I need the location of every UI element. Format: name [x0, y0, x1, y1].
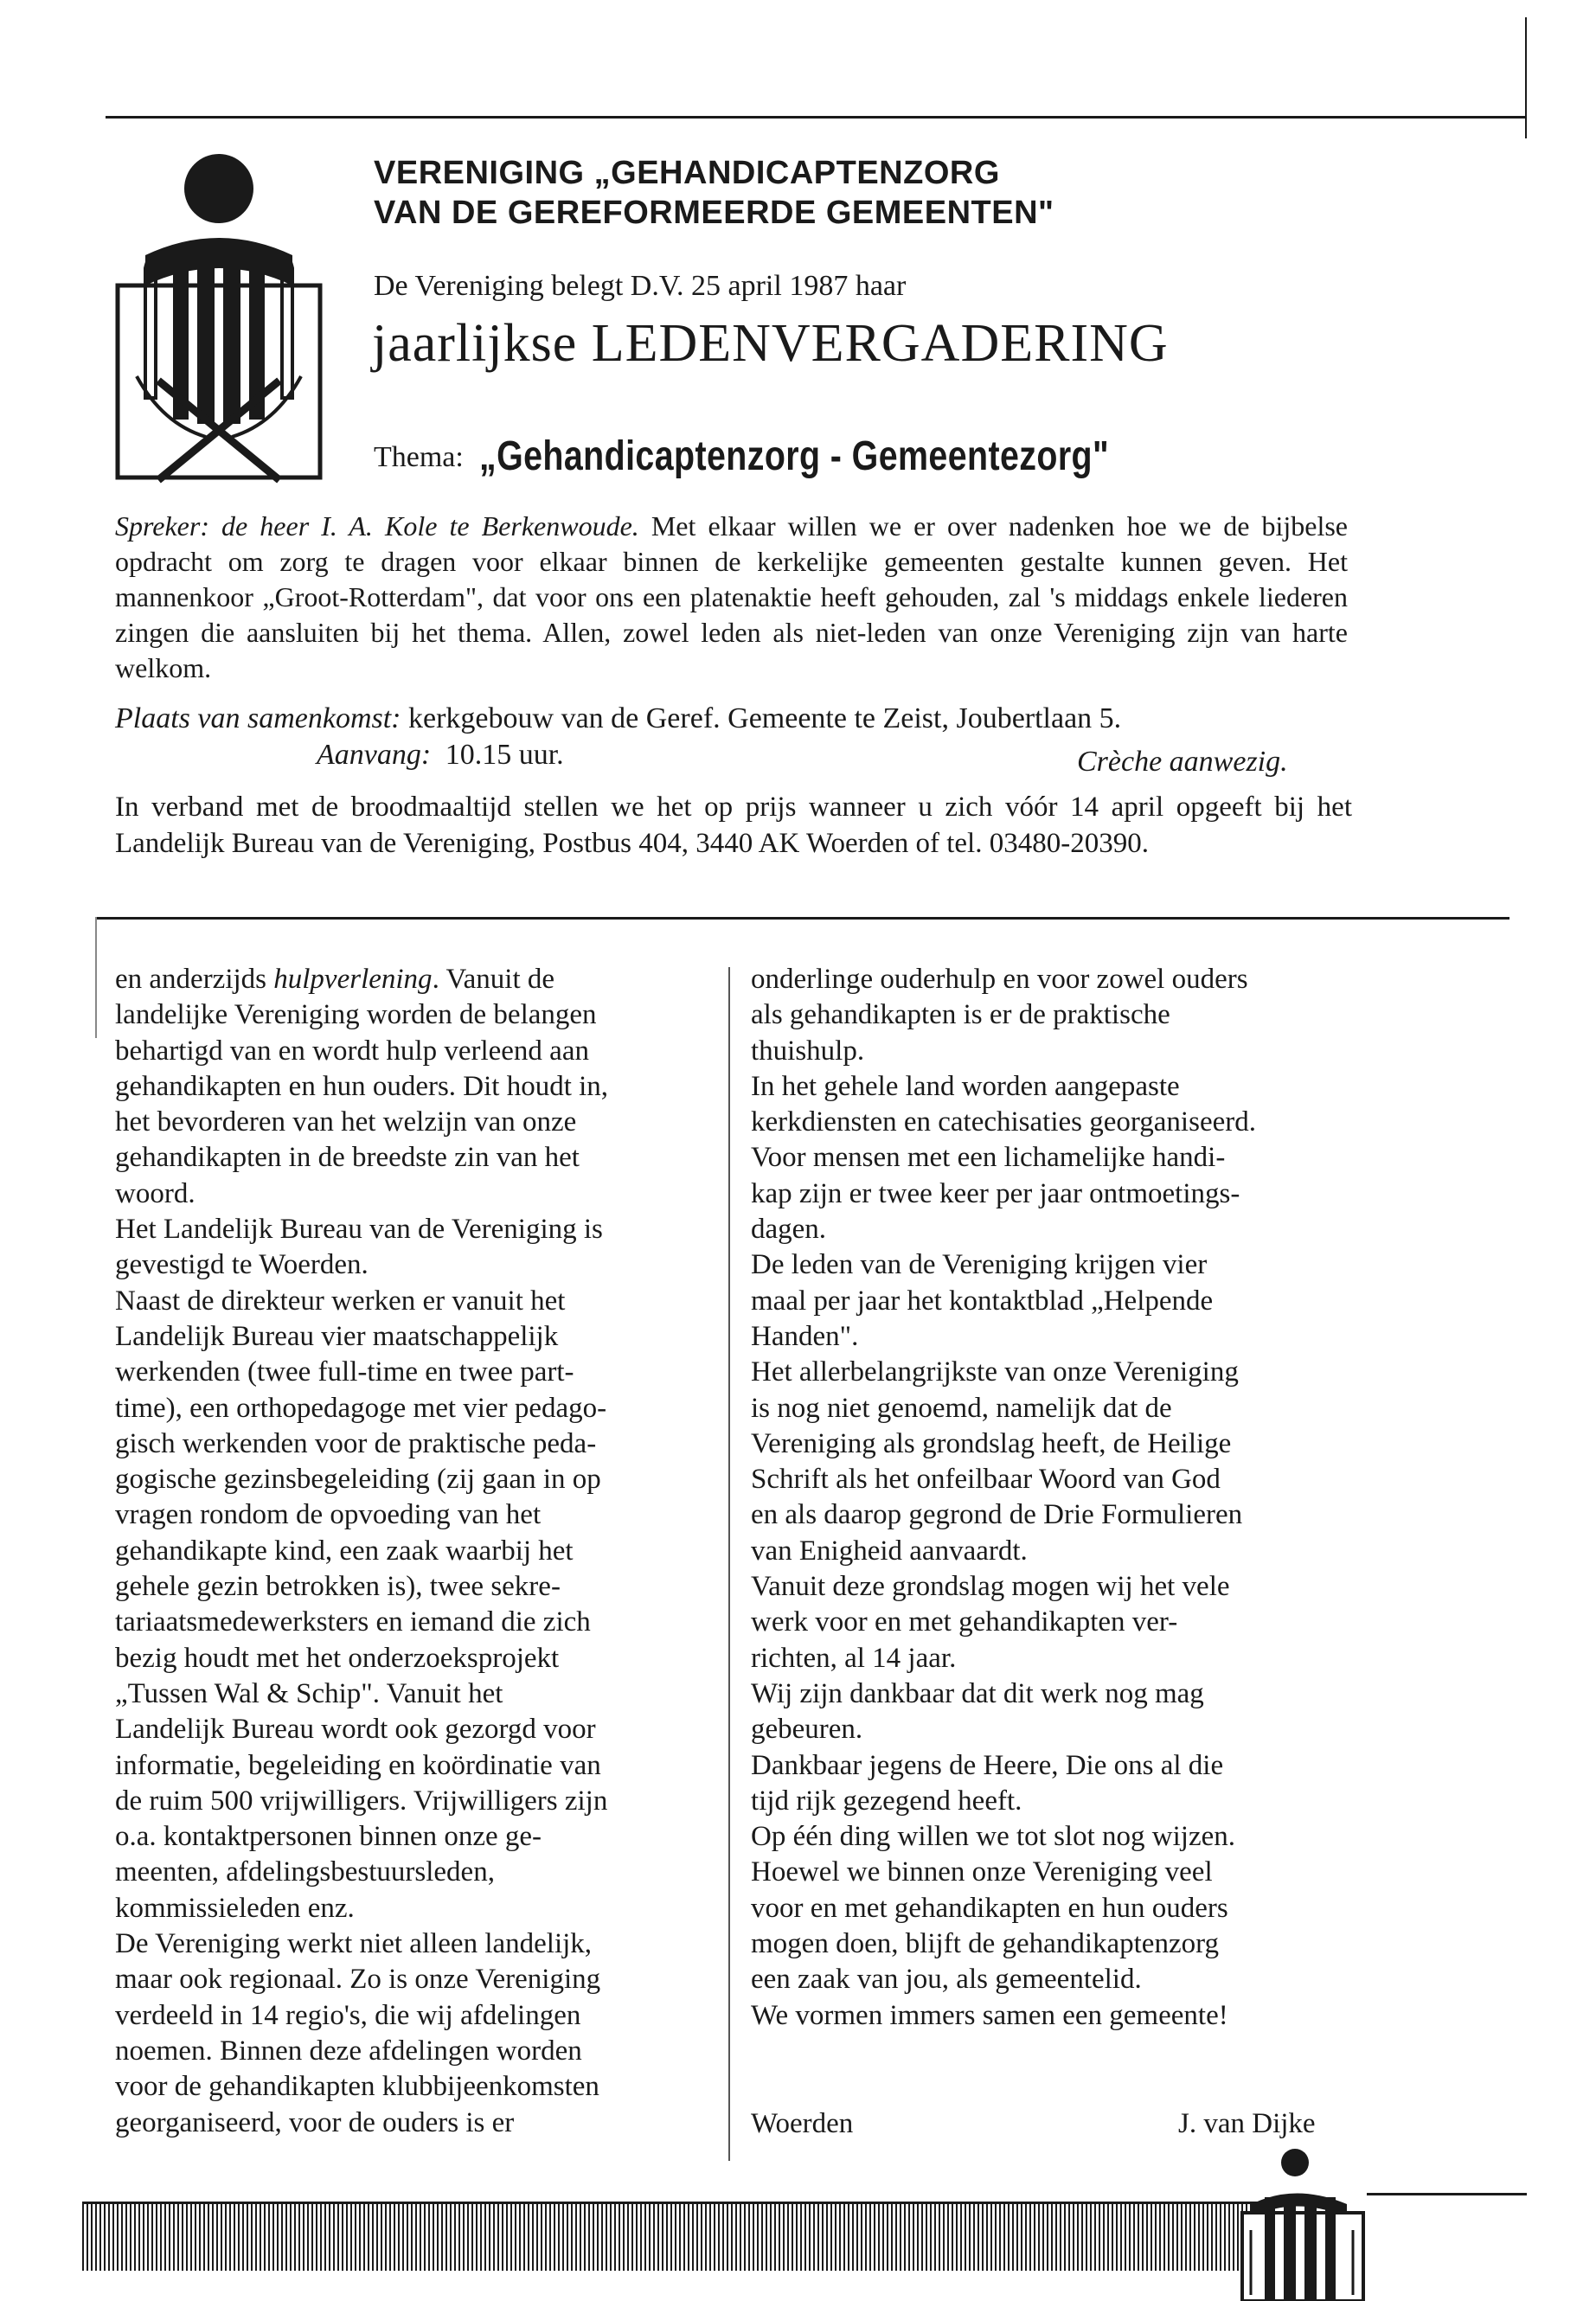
- header-bottom-rule: [95, 917, 1509, 920]
- logo-small-icon: [1239, 2144, 1368, 2301]
- right-column-line: als gehandikapten is er de praktische: [751, 999, 1170, 1031]
- right-column-line: Schrift als het onfeilbaar Woord van God: [751, 1464, 1221, 1496]
- left-column-line: woord.: [115, 1177, 195, 1209]
- right-column-line: is nog niet genoemd, namelijk dat de: [751, 1392, 1172, 1424]
- right-column-line: en als daarop gegrond de Drie Formulieren: [751, 1499, 1243, 1531]
- left-column-line: kommissieleden enz.: [115, 1892, 355, 1924]
- right-column-line: We vormen immers samen een gemeente!: [751, 1999, 1228, 2031]
- theme-label: Thema:: [374, 441, 464, 473]
- right-column-line: Voor mensen met een lichamelijke handi-: [751, 1142, 1226, 1174]
- left-column-line: gehandikapte kind, een zaak waarbij het: [115, 1535, 574, 1567]
- right-column-line: Wij zijn dankbaar dat dit werk nog mag: [751, 1677, 1204, 1709]
- meeting-start: [317, 739, 564, 772]
- place-value: kerkgebouw van de Geref. Gemeente te Zeist, Joubertlaan 5.: [408, 702, 1122, 734]
- left-column-line: Landelijk Bureau vier maatschappelijk: [115, 1320, 559, 1352]
- left-column-line: Naast de direkteur werken er vanuit het: [115, 1285, 566, 1317]
- meeting-title: jaarlijkse LEDENVERGADERING: [372, 314, 1169, 373]
- right-column-line: Hoewel we binnen onze Vereniging veel: [751, 1856, 1213, 1888]
- left-column-line: meenten, afdelingsbestuursleden,: [115, 1856, 495, 1888]
- meeting-intro: De Vereniging belegt D.V. 25 april 1987 haar: [374, 270, 907, 302]
- signature: J. van Dijke: [1178, 2108, 1316, 2139]
- left-column-line: werkenden (twee full-time en twee part-: [115, 1356, 574, 1388]
- left-column-line: gehandikapten in de breedste zin van het: [115, 1142, 580, 1174]
- left-lead: en anderzijds hulpverlening. Vanuit de: [115, 964, 555, 995]
- right-column: [751, 962, 1356, 2034]
- sign-place: Woerden: [751, 2108, 854, 2139]
- right-column-line: onderlinge ouderhulp en voor zowel ouders: [751, 964, 1248, 995]
- left-column-line: gehandikapten en hun ouders. Dit houdt in,: [115, 1070, 609, 1102]
- left-column-line: Landelijk Bureau wordt ook gezorgd voor: [115, 1714, 596, 1746]
- theme-line: [374, 433, 1247, 480]
- left-column-line: informatie, begeleiding en koördinatie van: [115, 1749, 601, 1781]
- right-column-line: mogen doen, blijft de gehandikaptenzorg: [751, 1928, 1219, 1960]
- right-column-line: richten, al 14 jaar.: [751, 1642, 957, 1674]
- right-column-line: Dankbaar jegens de Heere, Die ons al die: [751, 1749, 1224, 1781]
- org-title-line1: VERENIGING „GEHANDICAPTENZORG: [374, 155, 1000, 191]
- left-column-line: maar ook regionaal. Zo is onze Vereniging: [115, 1964, 601, 1996]
- speaker-name: de heer I. A. Kole te Berkenwoude.: [221, 510, 639, 542]
- right-column-line: tijd rijk gezegend heeft.: [751, 1785, 1022, 1817]
- left-margin-mark: [95, 917, 97, 1038]
- right-column-line: kap zijn er twee keer per jaar ontmoetings-: [751, 1177, 1240, 1209]
- left-column-line: time), een orthopedagoge met vier pedago-: [115, 1392, 607, 1424]
- right-column-line: werk voor en met gehandikapten ver-: [751, 1606, 1178, 1638]
- right-edge-mark: [1525, 17, 1527, 138]
- left-column-line: o.a. kontaktpersonen binnen onze ge-: [115, 1821, 542, 1853]
- right-column-line: kerkdiensten en catechisaties georganiseerd.: [751, 1106, 1256, 1138]
- left-column: [115, 962, 712, 2141]
- right-column-line: voor en met gehandikapten en hun ouders: [751, 1892, 1228, 1924]
- right-column-line: In het gehele land worden aangepaste: [751, 1070, 1180, 1102]
- left-column-line: tariaatsmedewerksters en iemand die zich: [115, 1606, 591, 1638]
- right-column-line: gebeuren.: [751, 1714, 863, 1746]
- right-column-line: Vereniging als grondslag heeft, de Heilige: [751, 1427, 1232, 1459]
- left-column-line: georganiseerd, voor de ouders is er: [115, 2106, 515, 2138]
- left-column-line: behartigd van en wordt hulp verleend aan: [115, 1035, 589, 1067]
- left-column-line: „Tussen Wal & Schip". Vanuit het: [115, 1677, 503, 1709]
- left-column-line: vragen rondom de opvoeding van het: [115, 1499, 542, 1531]
- left-column-line: voor de gehandikapten klubbijeenkomsten: [115, 2071, 599, 2103]
- left-column-line: verdeeld in 14 regio's, die wij afdelingen: [115, 1999, 581, 2031]
- left-column-line: bezig houdt met het onderzoeksprojekt: [115, 1642, 560, 1674]
- bottom-right-rule: [1367, 2193, 1527, 2195]
- place-label: Plaats van samenkomst:: [115, 702, 401, 734]
- start-value: 10.15 uur.: [445, 739, 564, 771]
- left-column-line: gevestigd te Woerden.: [115, 1249, 369, 1281]
- meeting-place: [115, 702, 1121, 735]
- left-column-line: de ruim 500 vrijwilligers. Vrijwilligers zijn: [115, 1785, 608, 1817]
- right-column-line: maal per jaar het kontaktblad „Helpende: [751, 1285, 1214, 1317]
- right-column-line: Handen".: [751, 1320, 859, 1352]
- left-column-line: gehele gezin betrokken is), twee sekre-: [115, 1571, 561, 1603]
- column-divider: [728, 967, 730, 2161]
- right-column-line: thuishulp.: [751, 1035, 865, 1067]
- start-label: Aanvang:: [317, 739, 432, 771]
- right-column-line: Op één ding willen we tot slot nog wijzen.: [751, 1821, 1235, 1853]
- left-column-line: gogische gezinsbegeleiding (zij gaan in op: [115, 1464, 601, 1496]
- left-column-line: Het Landelijk Bureau van de Vereniging is: [115, 1214, 603, 1246]
- top-rule: [106, 116, 1527, 119]
- speaker-label: Spreker:: [115, 510, 209, 542]
- left-column-line: gisch werkenden voor de praktische peda-: [115, 1427, 597, 1459]
- right-column-line: dagen.: [751, 1214, 827, 1246]
- creche-note: Crèche aanwezig.: [1077, 746, 1288, 778]
- bottom-band-top-rule: [82, 2202, 1263, 2204]
- announcement-body: [115, 509, 1348, 686]
- bottom-stripe-band: [82, 2202, 1263, 2271]
- right-column-line: Het allerbelangrijkste van onze Vereniging: [751, 1356, 1239, 1388]
- announcement-text: Met elkaar willen we er over nadenken hoe we de bijbelse opdracht om zorg te dragen voor elkaar binnen de kerkelijke gemeenten gestalte kunnen geven. Het mannenkoor „Groot-Rotterdam", dat voor ons een platenaktie heeft gehouden, zal 's middags enkele liederen zingen die aansluiten bij het thema. Allen, zowel leden als niet-leden van onze Vereniging zijn van harte welkom.: [115, 510, 1349, 683]
- left-column-line: het bevorderen van het welzijn van onze: [115, 1106, 577, 1138]
- right-column-line: van Enigheid aanvaardt.: [751, 1535, 1028, 1567]
- right-column-line: Vanuit deze grondslag mogen wij het vele: [751, 1571, 1230, 1603]
- left-column-line: landelijke Vereniging worden de belangen: [115, 999, 597, 1031]
- logo-icon: [111, 138, 327, 484]
- left-column-line: De Vereniging werkt niet alleen landelijk,: [115, 1928, 593, 1960]
- right-column-line: De leden van de Vereniging krijgen vier: [751, 1249, 1208, 1281]
- theme-text: „Gehandicaptenzorg - Gemeentezorg": [478, 433, 1109, 479]
- left-column-line: noemen. Binnen deze afdelingen worden: [115, 2035, 582, 2067]
- registration-text: In verband met de broodmaaltijd stellen we het op prijs wanneer u zich vóór 14 april opgeeft bij het Landelijk Bureau van de Vereniging, Postbus 404, 3440 AK Woerden of tel. 03480-20390.: [115, 792, 1352, 859]
- right-column-line: een zaak van jou, als gemeentelid.: [751, 1964, 1142, 1996]
- org-title-line2: VAN DE GEREFORMEERDE GEMEENTEN": [374, 195, 1054, 231]
